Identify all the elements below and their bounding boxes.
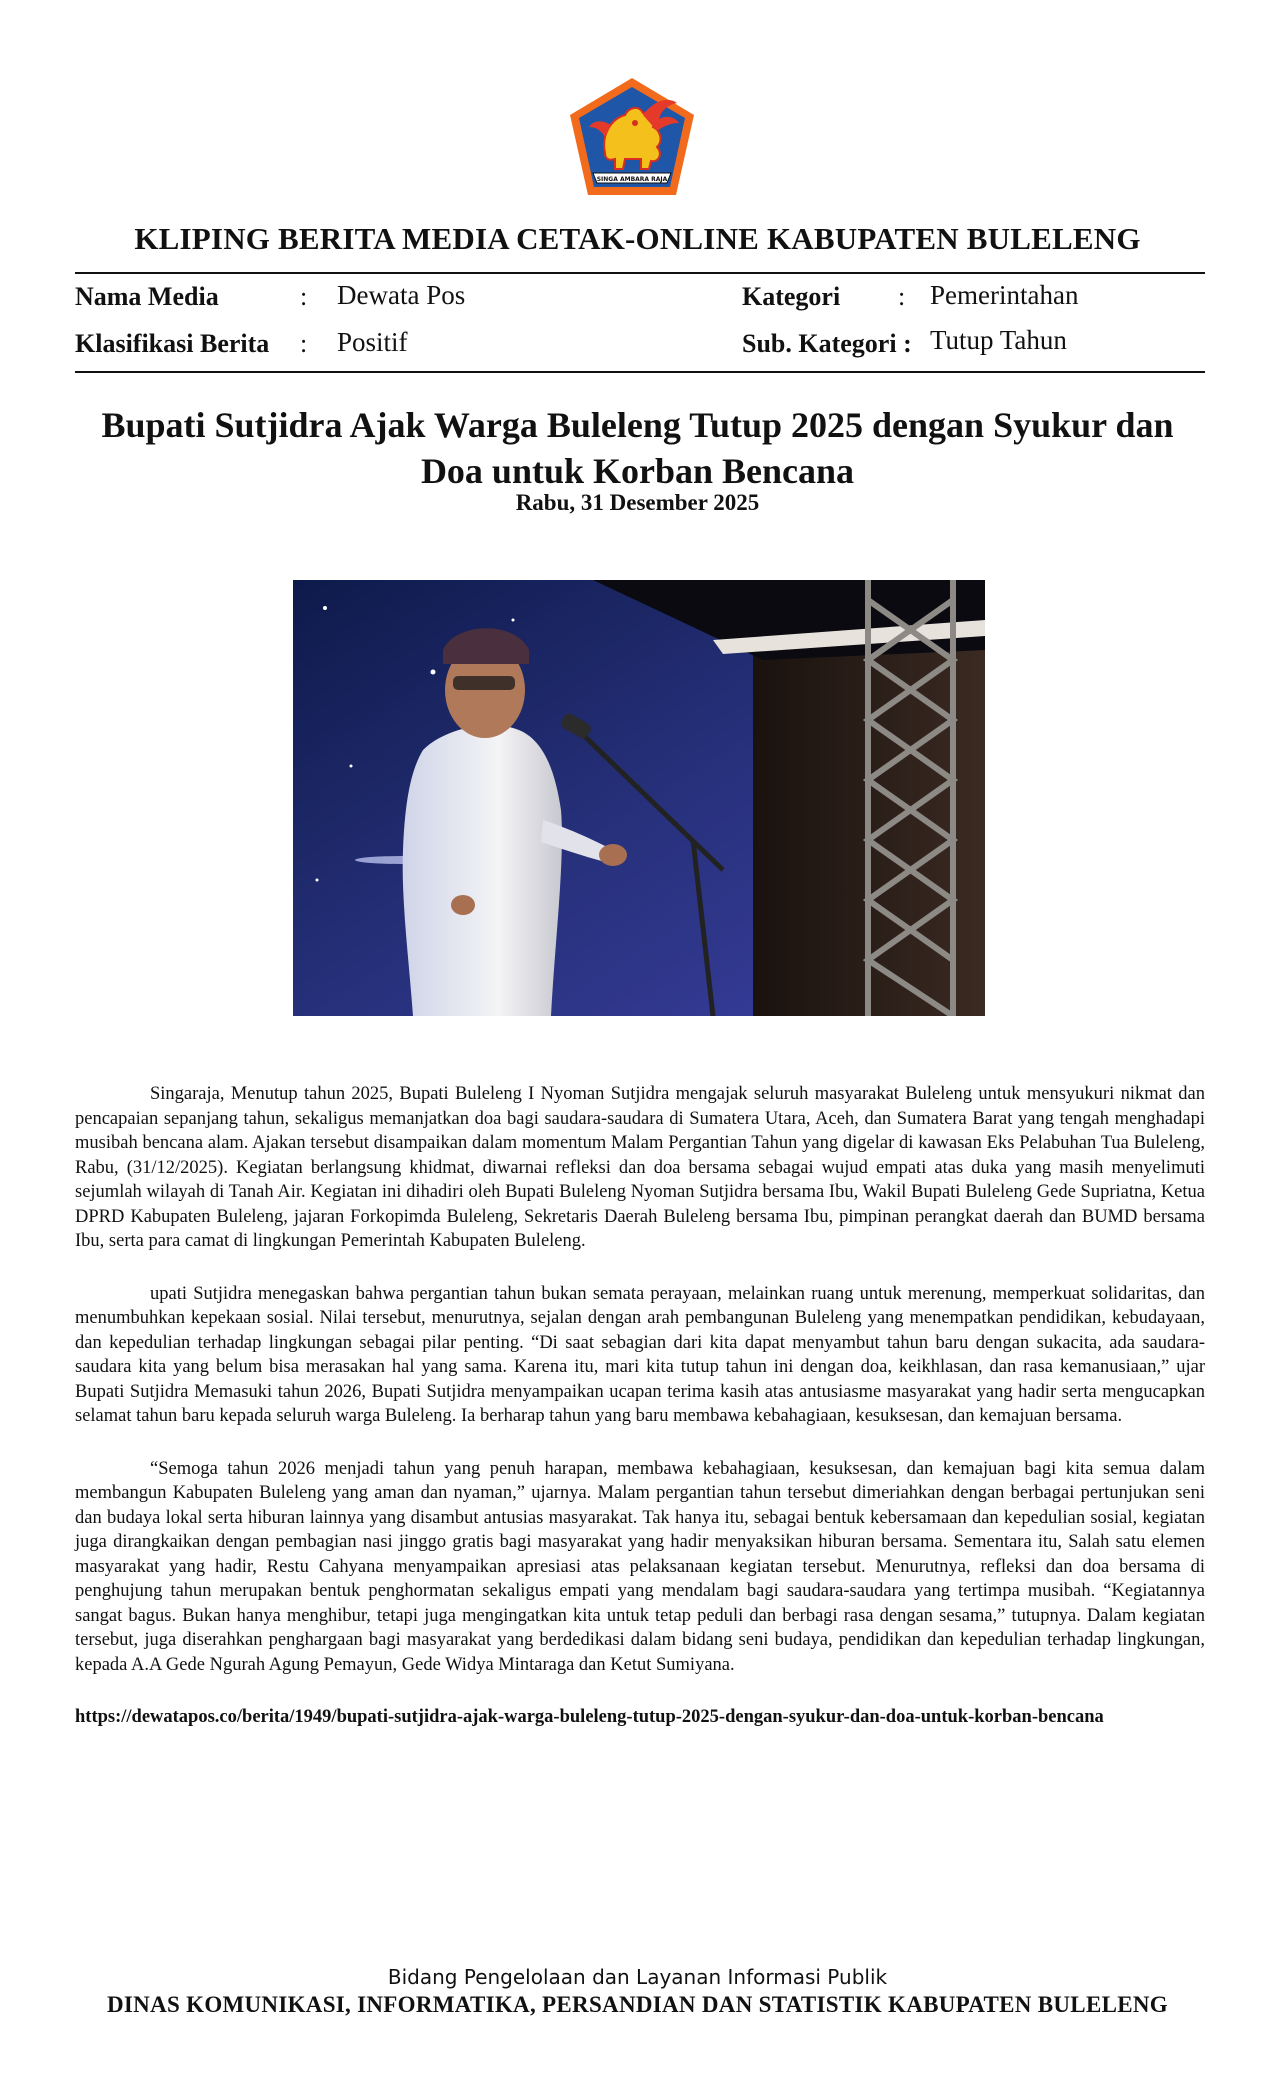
emblem-motto: SINGA AMBARA RAJA — [596, 176, 668, 183]
source-url-link[interactable]: https://dewatapos.co/berita/1949/bupati-sutjidra-ajak-warga-buleleng-tutup-2025-dengan-syukur-dan-doa-untuk-korban-bencana — [75, 1707, 1104, 1727]
header-rule-top — [75, 272, 1205, 274]
sub-kategori-label: Sub. Kategori : — [742, 329, 912, 358]
kategori-colon: : — [898, 282, 906, 311]
klasifikasi-colon: : — [300, 329, 308, 358]
footer-subtitle: Bidang Pengelolaan dan Layanan Informasi Publik — [387, 1965, 888, 1989]
article-paragraph: Singaraja, Menutup tahun 2025, Bupati Buleleng I Nyoman Sutjidra mengajak seluruh masyarakat Buleleng untuk mensyukuri nikmat dan pencapaian sepanjang tahun, sekaligus memanjatkan doa bagi saudara-saudara di Sumatera Utara, Aceh, dan Sumatera Barat yang tengah menghadapi musibah bencana alam. Ajakan tersebut disampaikan dalam momentum Malam Pergantian Tahun yang digelar di kawasan Eks Pelabuhan Tua Buleleng, Rabu, (31/12/2025). Kegiatan berlangsung khidmat, diwarnai refleksi dan doa bersama sebagai wujud empati atas duka yang masih menyelimuti sejumlah wilayah di Tanah Air. Kegiatan ini dihadiri oleh Bupati Buleleng Nyoman Sutjidra bersama Ibu, Wakil Bupati Buleleng Gede Supriatna, Ketua DPRD Kabupaten Buleleng, jajaran Forkopimda Buleleng, Sekretaris Daerah Buleleng bersama Ibu, pimpinan perangkat daerah dan BUMD bersama Ibu, serta para camat di lingkungan Pemerintah Kabupaten Buleleng. — [75, 1084, 1205, 1251]
nama-media-colon: : — [300, 282, 308, 311]
kategori-value: Pemerintahan — [930, 280, 1079, 310]
kategori-label: Kategori — [742, 282, 841, 311]
article-date: Rabu, 31 Desember 2025 — [515, 490, 760, 515]
article-body — [75, 1082, 1205, 1758]
klasifikasi-label: Klasifikasi Berita — [75, 329, 270, 358]
footer-title: DINAS KOMUNIKASI, INFORMATIKA, PERSANDIAN DAN STATISTIK KABUPATEN BULELENG — [107, 1992, 1168, 2017]
buleleng-emblem-icon — [565, 75, 699, 199]
sub-kategori-value: Tutup Tahun — [930, 325, 1067, 355]
speaker-at-microphone-photo — [293, 580, 985, 1016]
nama-media-value: Dewata Pos — [337, 280, 466, 310]
nama-media-label: Nama Media — [75, 282, 219, 311]
article-paragraph: “Semoga tahun 2026 menjadi tahun yang penuh harapan, membawa kebahagiaan, kesuksesan, dan kemajuan bagi kita semua dalam membangun Kabupaten Buleleng yang aman dan nyaman,” ujarnya. Malam pergantian tahun tersebut dimeriahkan dengan berbagai pertunjukan seni dan budaya lokal serta hiburan lainnya yang disambut antusias masyarakat. Tak hanya itu, sebagai bentuk kebersamaan dan kepedulian sosial, kegiatan juga dirangkaikan dengan pembagian nasi jinggo gratis bagi masyarakat yang hadir menyaksikan hiburan bersama. Sementara itu, Salah satu elemen masyarakat yang hadir, Restu Cahyana menyampaikan apresiasi atas pelaksanaan kegiatan tersebut. Menurutnya, refleksi dan doa bersama di penghujung tahun merupakan bentuk penghormatan sekaligus empati yang mendalam bagi saudara-saudara yang tertimpa musibah. “Kegiatannya sangat bagus. Bukan hanya menghibur, tetapi juga mengingatkan kita untuk tetap peduli dan berbagi rasa dengan sesama,” tutupnya. Dalam kegiatan tersebut, juga diserahkan penghargaan bagi masyarakat yang berdedikasi dalam bidang seni budaya, pendidikan dan kepedulian terhadap lingkungan, kepada A.A Gede Ngurah Agung Pemayun, Gede Widya Mintaraga dan Ketut Sumiyana. — [75, 1458, 1205, 1675]
clipping-header-title: KLIPING BERITA MEDIA CETAK-ONLINE KABUPATEN BULELENG — [134, 221, 1141, 256]
header-rule-bottom — [75, 371, 1205, 373]
article-title: Bupati Sutjidra Ajak Warga Buleleng Tutup 2025 dengan Syukur dan Doa untuk Korban Bencana — [101, 405, 1174, 491]
klasifikasi-value: Positif — [337, 327, 408, 357]
article-paragraph: upati Sutjidra menegaskan bahwa pergantian tahun bukan semata perayaan, melainkan ruang untuk merenung, memperkuat solidaritas, dan menumbuhkan kepekaan sosial. Nilai tersebut, menurutnya, sejalan dengan arah pembangunan Buleleng yang menempatkan pendidikan, kebudayaan, dan kepedulian terhadap lingkungan sebagai pilar penting. “Di saat sebagian dari kita dapat menyambut tahun baru dengan sukacita, ada saudara-saudara kita yang belum bisa merasakan hal yang sama. Karena itu, mari kita tutup tahun ini dengan doa, keikhlasan, dan rasa kemanusiaan,” ujar Bupati Sutjidra Memasuki tahun 2026, Bupati Sutjidra menyampaikan ucapan terima kasih atas antusiasme masyarakat yang hadir serta mengucapkan selamat tahun baru kepada seluruh warga Buleleng. Ia berharap tahun yang baru membawa kebahagiaan, kesuksesan, dan kemajuan bersama. — [75, 1283, 1205, 1426]
